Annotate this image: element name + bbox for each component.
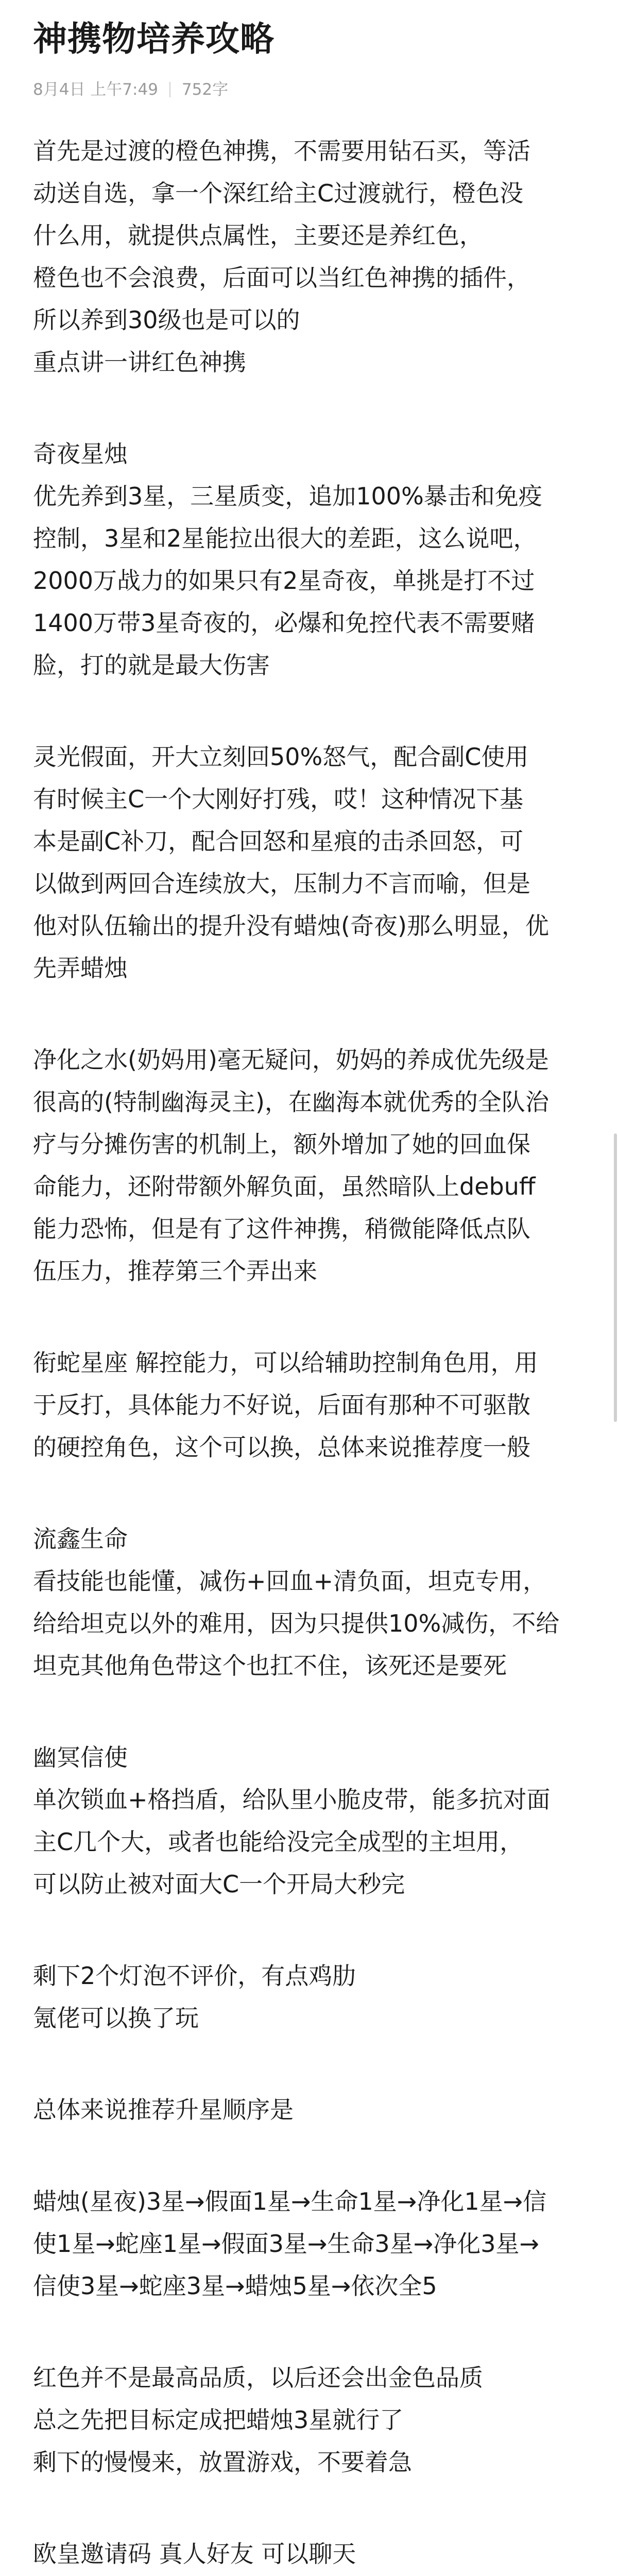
paragraph [33,130,596,383]
article-date: 8月4日 上午7:49 [33,80,158,99]
text-line: 能力恐怖，但是有了这件神携，稍微能降低点队 [33,1215,530,1243]
text-line: 幽冥信使 [33,1743,128,1771]
text-line: 可以防止被对面大C一个开局大秒完 [33,1870,405,1898]
text-line: 伍压力，推荐第三个弄出来 [33,1257,317,1285]
text-line: 灵光假面，开大立刻回50%怒气，配合副C使用 [33,743,529,771]
paragraph-gap [33,1292,596,1342]
paragraph-gap [33,989,596,1039]
article-body [33,130,596,2576]
text-line: 蜡烛(星夜)3星→假面1星→生命1星→净化1星→信 [33,2188,547,2215]
text-line: 2000万战力的如果只有2星奇夜，单挑是打不过 [33,567,535,595]
article-word-count: 752字 [181,80,229,99]
paragraph-gap [33,1468,596,1518]
text-line: 什么用，就提供点属性，主要还是养红色， [33,222,483,249]
text-line: 本是副C补刀，配合回怒和星痕的击杀回怒，可 [33,827,524,855]
paragraph [33,2533,596,2576]
paragraph [33,433,596,686]
text-line: 有时候主C一个大刚好打残，哎！这种情况下基 [33,785,524,813]
paragraph-gap [33,1905,596,1955]
text-line: 他对队伍输出的提升没有蜡烛(奇夜)那么明显，优 [33,912,549,940]
text-line: 净化之水(奶妈用)毫无疑问，奶妈的养成优先级是 [33,1046,549,1074]
text-line: 重点讲一讲红色神携 [33,348,246,376]
text-line: 的硬控角色，这个可以换，总体来说推荐度一般 [33,1433,530,1461]
text-line: 信使3星→蛇座3星→蜡烛5星→依次全5 [33,2272,437,2300]
text-line: 首先是过渡的橙色神携，不需要用钻石买，等活 [33,137,530,165]
paragraph [33,1518,596,1687]
text-line: 于反打，具体能力不好说，后面有那种不可驱散 [33,1391,530,1419]
text-line: 流鑫生命 [33,1525,128,1553]
text-line: 控制，3星和2星能拉出很大的差距，这么说吧， [33,524,537,552]
text-line: 所以养到30级也是可以的 [33,306,300,334]
text-line: 以做到两回合连续放大，压制力不言而喻，但是 [33,870,530,897]
paragraph [33,736,596,989]
paragraph [33,1342,596,1468]
paragraph-gap [33,383,596,433]
paragraph-gap [33,2039,596,2089]
article-title: 神携物培养攻略 [33,19,274,59]
text-line: 剩下的慢慢来，放置游戏，不要着急 [33,2448,412,2476]
text-line: 很高的(特制幽海灵主)，在幽海本就优秀的全队治 [33,1088,549,1116]
paragraph-gap [33,2483,596,2533]
text-line: 命能力，还附带额外解负面，虽然暗队上debuff [33,1173,536,1200]
text-line: 氪佬可以换了玩 [33,2004,199,2032]
text-line: 优先养到3星，三星质变，追加100%暴击和免疫 [33,482,542,510]
article-meta [33,78,596,101]
text-line: 主C几个大，或者也能给没完全成型的主坦用， [33,1828,524,1856]
text-line: 给给坦克以外的难用，因为只提供10%减伤，不给 [33,1609,560,1637]
text-line: 橙色也不会浪费，后面可以当红色神携的插件， [33,264,530,292]
text-line: 1400万带3星奇夜的，必爆和免控代表不需要赌 [33,609,535,637]
text-line: 脸，打的就是最大伤害 [33,651,270,679]
meta-divider [169,82,170,97]
text-line: 红色并不是最高品质，以后还会出金色品质 [33,2364,483,2392]
text-line: 剩下2个灯泡不评价，有点鸡肋 [33,1962,356,1990]
paragraph-gap [33,1687,596,1736]
scrollbar-thumb[interactable] [614,1133,617,1422]
paragraph [33,1039,596,1292]
text-line: 先弄蜡烛 [33,954,128,982]
paragraph-gap [33,2307,596,2357]
text-line: 欧皇邀请码 真人好友 可以聊天 [33,2540,356,2568]
text-line: 坦克其他角色带这个也扛不住，该死还是要死 [33,1652,507,1680]
text-line: 衔蛇星座 解控能力，可以给辅助控制角色用，用 [33,1349,538,1377]
paragraph [33,1736,596,1905]
text-line: 总体来说推荐升星顺序是 [33,2096,294,2124]
text-line: 奇夜星烛 [33,440,128,468]
paragraph [33,1955,596,2039]
text-line: 动送自选，拿一个深红给主C过渡就行，橙色没 [33,179,524,207]
paragraph-gap [33,2131,596,2180]
text-line: 疗与分摊伤害的机制上，额外增加了她的回血保 [33,1130,530,1158]
text-line: 总之先把目标定成把蜡烛3星就行了 [33,2406,404,2434]
text-line: 使1星→蛇座1星→假面3星→生命3星→净化3星→ [33,2230,540,2258]
paragraph-gap [33,686,596,736]
paragraph [33,2180,596,2307]
text-line: 看技能也能懂，减伤+回血+清负面，坦克专用， [33,1567,547,1595]
paragraph [33,2089,596,2131]
paragraph [33,2357,596,2483]
text-line: 单次锁血+格挡盾，给队里小脆皮带，能多抗对面 [33,1786,551,1814]
